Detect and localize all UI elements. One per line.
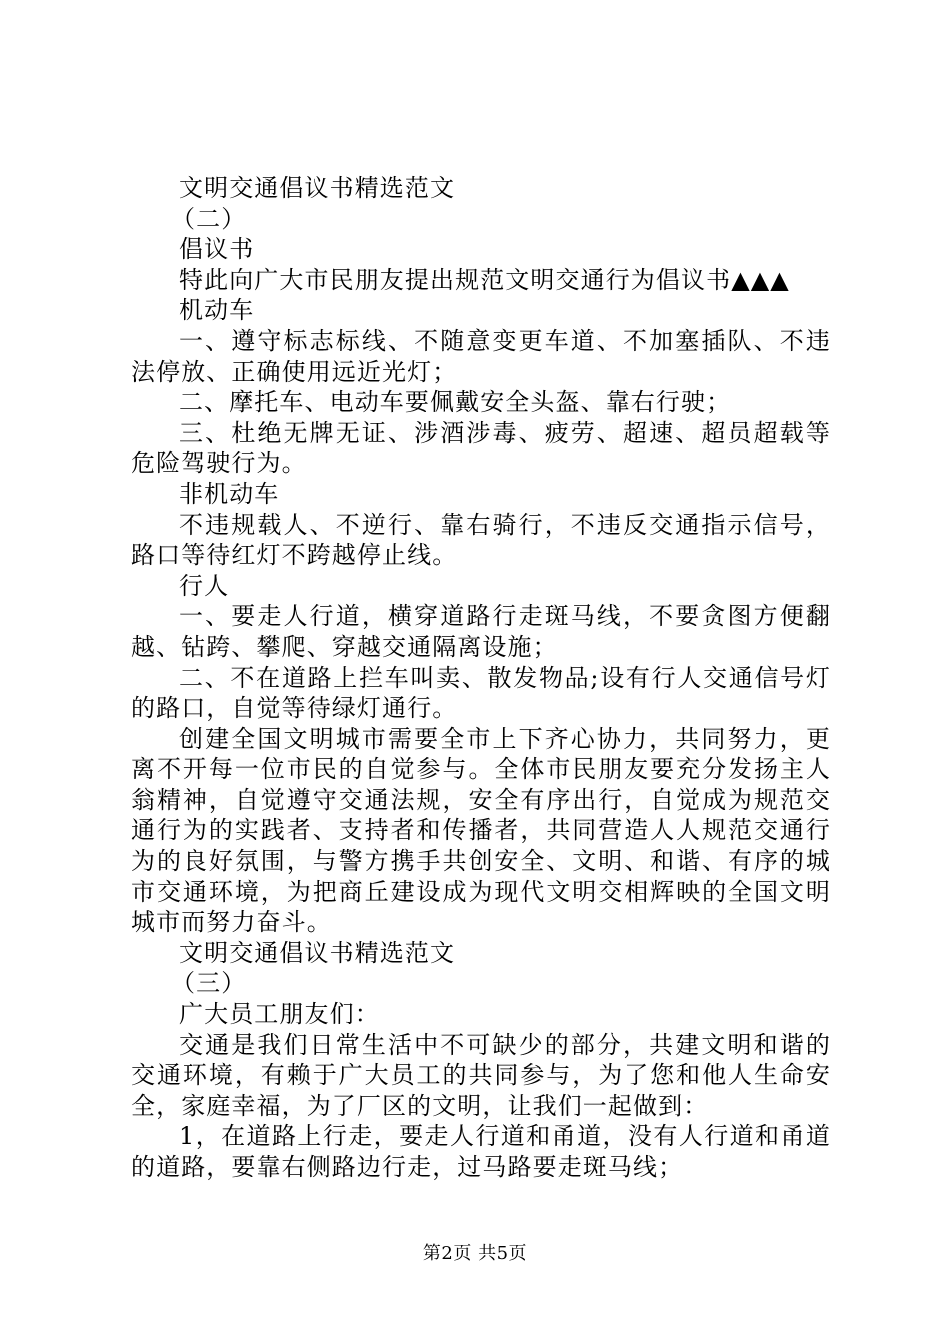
text-line: 一、遵守标志标线、不随意变更车道、不加塞插队、不违 [179, 326, 831, 355]
text-line: 机动车 [179, 296, 255, 325]
text-line: 广大员工朋友们： [179, 1000, 380, 1029]
text-line: 城市而努力奋斗。 [131, 908, 332, 937]
text-line: 行人 [179, 571, 230, 600]
text-line: 法停放、正确使用远近光灯； [131, 357, 458, 386]
text-line: 全，家庭幸福，为了厂区的文明，让我们一起做到： [131, 1091, 709, 1120]
text-line: 非机动车 [179, 479, 280, 508]
text-line: （二） [171, 204, 247, 233]
text-line: 一、要走人行道，横穿道路行走斑马线，不要贪图方便翻 [179, 602, 831, 631]
text-line: 为的良好氛围，与警方携手共创安全、文明、和谐、有序的城 [131, 847, 831, 876]
text-line: 的道路，要靠右侧路边行走，过马路要走斑马线； [131, 1153, 684, 1181]
text-line: 市交通环境，为把商丘建设成为现代文明交相辉映的全国文明 [131, 877, 831, 906]
text-line: 通行为的实践者、支持者和传播者，共同营造人人规范交通行 [131, 816, 831, 845]
text-line: 不违规载人、不逆行、靠右骑行，不违反交通指示信号， [179, 510, 831, 539]
text-line: 交通是我们日常生活中不可缺少的部分，共建文明和谐的 [179, 1030, 831, 1059]
text-line: 越、钻跨、攀爬、穿越交通隔离设施； [131, 632, 558, 661]
text-line: 创建全国文明城市需要全市上下齐心协力，共同努力，更 [179, 724, 831, 753]
text-line: 1，在道路上行走，要走人行道和甬道，没有人行道和甬道 [179, 1122, 831, 1151]
text-line: 二、摩托车、电动车要佩戴安全头盔、靠右行驶； [179, 388, 732, 417]
text-line: 交通环境，有赖于广大员工的共同参与，为了您和他人生命安 [131, 1061, 831, 1090]
text-line: 离不开每一位市民的自觉参与。全体市民朋友要充分发扬主人 [131, 755, 831, 784]
text-line: 文明交通倡议书精选范文 [179, 938, 456, 967]
page-number-footer: 第2页 共5页 [422, 1243, 528, 1264]
text-line: 倡议书 [179, 235, 255, 264]
text-line: 二、不在道路上拦车叫卖、散发物品;设有行人交通信号灯 [179, 663, 831, 692]
text-line: 的路口，自觉等待绿灯通行。 [131, 694, 458, 723]
text-line: 翁精神，自觉遵守交通法规，安全有序出行，自觉成为规范交 [131, 785, 831, 814]
document-body [131, 173, 831, 1183]
text-line: 危险驾驶行为。 [131, 449, 307, 478]
text-line: 路口等待红灯不跨越停止线。 [131, 541, 458, 570]
text-line: （三） [171, 969, 247, 998]
text-line: 三、杜绝无牌无证、涉酒涉毒、疲劳、超速、超员超载等 [179, 418, 831, 447]
text-line: 特此向广大市民朋友提出规范文明交通行为倡议书▲▲▲ [179, 265, 790, 294]
text-line: 文明交通倡议书精选范文 [179, 174, 456, 202]
